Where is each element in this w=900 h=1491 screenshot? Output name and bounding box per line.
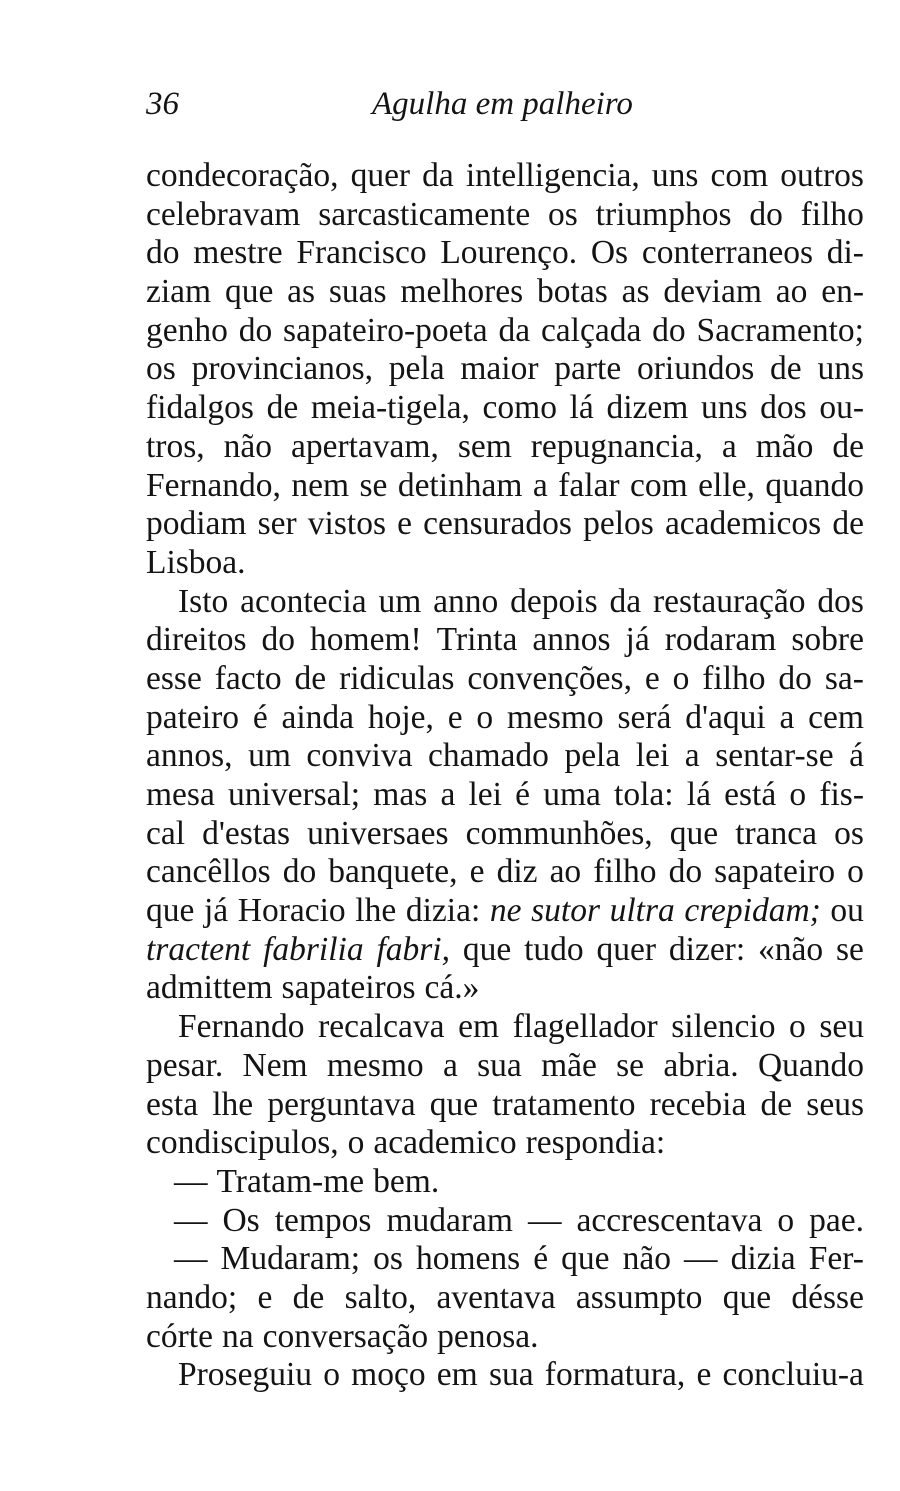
- text-line: córte na conversação penosa.: [146, 1317, 539, 1355]
- text-line: genho do sapateiro-poeta da calçada do Sacramento;: [146, 311, 864, 349]
- text-line: cancêllos do banquete, e diz ao filho do sapateiro o: [146, 853, 864, 891]
- text-line: admittem sapateiros cá.»: [146, 969, 480, 1007]
- text-line: celebravam sarcasticamente os triumphos do filho: [146, 195, 864, 233]
- text-line: mesa universal; mas a lei é uma tola: lá está o fis-: [146, 776, 864, 813]
- text-line: Proseguiu o moço em sua formatura, e concluiu-a: [178, 1356, 864, 1394]
- text-line: condiscipulos, o academico respondia:: [146, 1124, 666, 1162]
- running-title: Agulha em palheiro: [372, 86, 633, 122]
- page-header: [146, 86, 866, 130]
- text-line: Isto acontecia um anno depois da restauração dos: [178, 582, 864, 620]
- text-line: pesar. Nem mesmo a sua mãe se abria. Quando: [146, 1046, 864, 1084]
- text-line: cal d'estas universaes communhões, que tranca os: [146, 814, 864, 852]
- text-line: ziam que as suas melhores botas as deviam ao en-: [146, 273, 864, 311]
- text-line: esse facto de ridiculas convenções, e o filho do sa-: [146, 659, 864, 697]
- text-line: Fernando, nem se detinham a falar com elle, quando: [146, 466, 864, 504]
- text-line: do mestre Francisco Lourenço. Os conterraneos di-: [146, 234, 864, 272]
- text-line: — Tratam-me bem.: [174, 1162, 440, 1200]
- text-line: pateiro é ainda hoje, e o mesmo será d'aqui a cem: [146, 698, 864, 736]
- text-line: fidalgos de meia-tigela, como lá dizem uns dos ou-: [146, 389, 864, 427]
- text-line: Fernando recalcava em flagellador silencio o seu: [178, 1008, 864, 1046]
- text-line: Lisboa.: [146, 543, 246, 581]
- body-text: [146, 157, 864, 1395]
- page-number: 36: [146, 86, 179, 122]
- text-line: condecoração, quer da intelligencia, uns com outros: [146, 157, 864, 194]
- text-line: que já Horacio lhe dizia: ne sutor ultra crepidam; ou: [146, 892, 864, 930]
- text-line: nando; e de salto, aventava assumpto que désse: [146, 1278, 864, 1316]
- text-line: tros, não apertavam, sem repugnancia, a mão de: [146, 427, 864, 465]
- text-line: tractent fabrilia fabri, que tudo quer dizer: «não se: [146, 930, 864, 968]
- text-line: — Os tempos mudaram — accrescentava o pae.: [174, 1201, 864, 1239]
- text-line: direitos do homem! Trinta annos já rodaram sobre: [146, 621, 864, 659]
- text-line: annos, um conviva chamado pela lei a sentar-se á: [146, 737, 864, 775]
- text-line: os provincianos, pela maior parte oriundos de uns: [146, 350, 864, 388]
- text-line: podiam ser vistos e censurados pelos academicos de: [146, 505, 864, 543]
- text-line: — Mudaram; os homens é que não — dizia Fer-: [174, 1240, 864, 1278]
- text-line: esta lhe perguntava que tratamento recebia de seus: [146, 1085, 864, 1123]
